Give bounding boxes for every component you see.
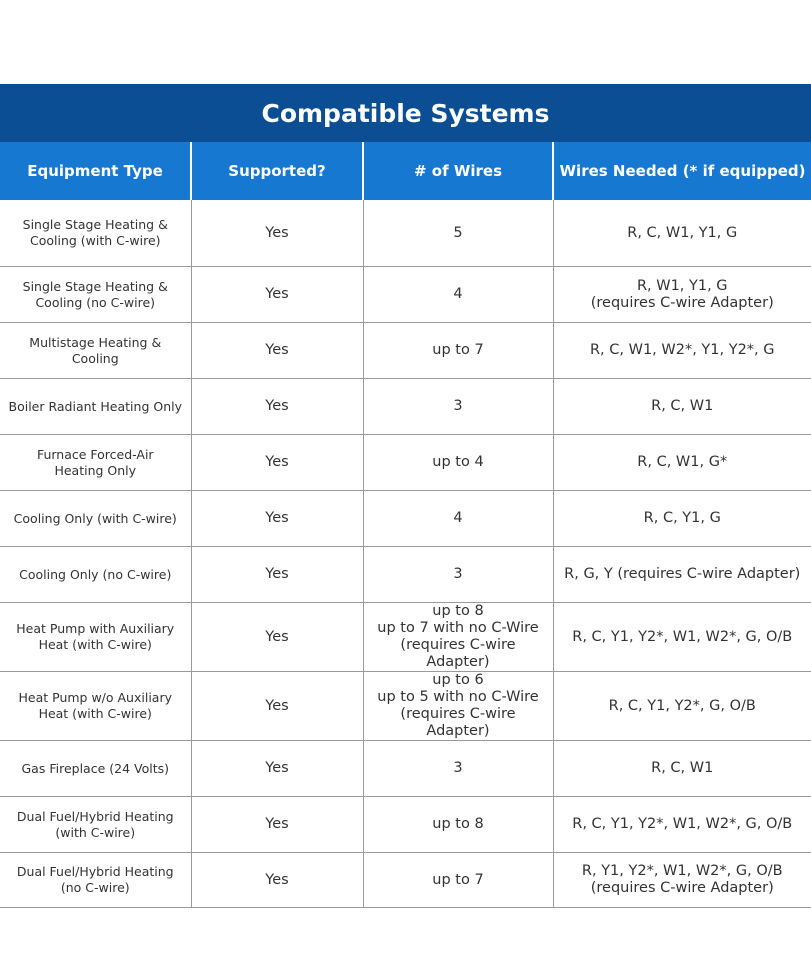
supported-cell: Yes (191, 435, 363, 491)
wires-needed-cell: R, C, W1, W2*, Y1, Y2*, G (553, 323, 811, 379)
equipment-type-cell: Gas Fireplace (24 Volts) (0, 741, 191, 797)
table-row (0, 603, 811, 672)
header-equipment-type: Equipment Type (0, 142, 191, 200)
wires-needed-cell: R, C, Y1, Y2*, G, O/B (553, 672, 811, 741)
equipment-type-cell: Multistage Heating & Cooling (0, 323, 191, 379)
supported-cell: Yes (191, 741, 363, 797)
header-supported: Supported? (191, 142, 363, 200)
header-number-of-wires: # of Wires (363, 142, 553, 200)
supported-cell: Yes (191, 491, 363, 547)
table-row (0, 267, 811, 323)
equipment-type-cell: Heat Pump w/o Auxiliary Heat (with C-wire) (0, 672, 191, 741)
wire-count-cell: 3 (363, 741, 553, 797)
equipment-type-cell: Heat Pump with Auxiliary Heat (with C-wire) (0, 603, 191, 672)
wires-needed-cell: R, C, Y1, G (553, 491, 811, 547)
wire-count-cell: up to 8 up to 7 with no C-Wire (requires C-wire Adapter) (363, 603, 553, 672)
supported-cell: Yes (191, 603, 363, 672)
supported-cell: Yes (191, 547, 363, 603)
wire-count-cell: up to 8 (363, 797, 553, 853)
supported-cell: Yes (191, 379, 363, 435)
table-row (0, 853, 811, 908)
wire-count-cell: 4 (363, 267, 553, 323)
wires-needed-cell: R, C, W1, Y1, G (553, 200, 811, 267)
wires-needed-cell: R, G, Y (requires C-wire Adapter) (553, 547, 811, 603)
wires-needed-cell: R, C, W1 (553, 741, 811, 797)
table-title: Compatible Systems (0, 84, 811, 142)
wire-count-cell: up to 4 (363, 435, 553, 491)
header-wires-needed: Wires Needed (* if equipped) (553, 142, 811, 200)
wire-count-cell: up to 7 (363, 323, 553, 379)
table-row (0, 379, 811, 435)
table-row (0, 200, 811, 267)
wires-needed-cell: R, Y1, Y2*, W1, W2*, G, O/B (requires C-wire Adapter) (553, 853, 811, 908)
wires-needed-cell: R, C, Y1, Y2*, W1, W2*, G, O/B (553, 797, 811, 853)
equipment-type-cell: Cooling Only (with C-wire) (0, 491, 191, 547)
wire-count-cell: 3 (363, 547, 553, 603)
table-row (0, 435, 811, 491)
table-row (0, 323, 811, 379)
equipment-type-cell: Dual Fuel/Hybrid Heating (no C-wire) (0, 853, 191, 908)
header-row (0, 142, 811, 200)
wire-count-cell: 4 (363, 491, 553, 547)
equipment-type-cell: Dual Fuel/Hybrid Heating (with C-wire) (0, 797, 191, 853)
table-row (0, 547, 811, 603)
wires-needed-cell: R, C, Y1, Y2*, W1, W2*, G, O/B (553, 603, 811, 672)
equipment-type-cell: Single Stage Heating & Cooling (with C-wire) (0, 200, 191, 267)
equipment-type-cell: Boiler Radiant Heating Only (0, 379, 191, 435)
compatibility-table (0, 142, 811, 908)
table-body (0, 200, 811, 908)
supported-cell: Yes (191, 267, 363, 323)
supported-cell: Yes (191, 672, 363, 741)
wires-needed-cell: R, C, W1, G* (553, 435, 811, 491)
wire-count-cell: 5 (363, 200, 553, 267)
equipment-type-cell: Single Stage Heating & Cooling (no C-wire) (0, 267, 191, 323)
equipment-type-cell: Cooling Only (no C-wire) (0, 547, 191, 603)
compatibility-table-container (0, 84, 811, 908)
supported-cell: Yes (191, 200, 363, 267)
wire-count-cell: up to 7 (363, 853, 553, 908)
equipment-type-cell: Furnace Forced-Air Heating Only (0, 435, 191, 491)
supported-cell: Yes (191, 797, 363, 853)
wire-count-cell: up to 6 up to 5 with no C-Wire (requires C-wire Adapter) (363, 672, 553, 741)
wires-needed-cell: R, W1, Y1, G (requires C-wire Adapter) (553, 267, 811, 323)
table-row (0, 491, 811, 547)
table-row (0, 672, 811, 741)
wires-needed-cell: R, C, W1 (553, 379, 811, 435)
table-row (0, 797, 811, 853)
table-header (0, 142, 811, 200)
table-row (0, 741, 811, 797)
supported-cell: Yes (191, 323, 363, 379)
wire-count-cell: 3 (363, 379, 553, 435)
supported-cell: Yes (191, 853, 363, 908)
